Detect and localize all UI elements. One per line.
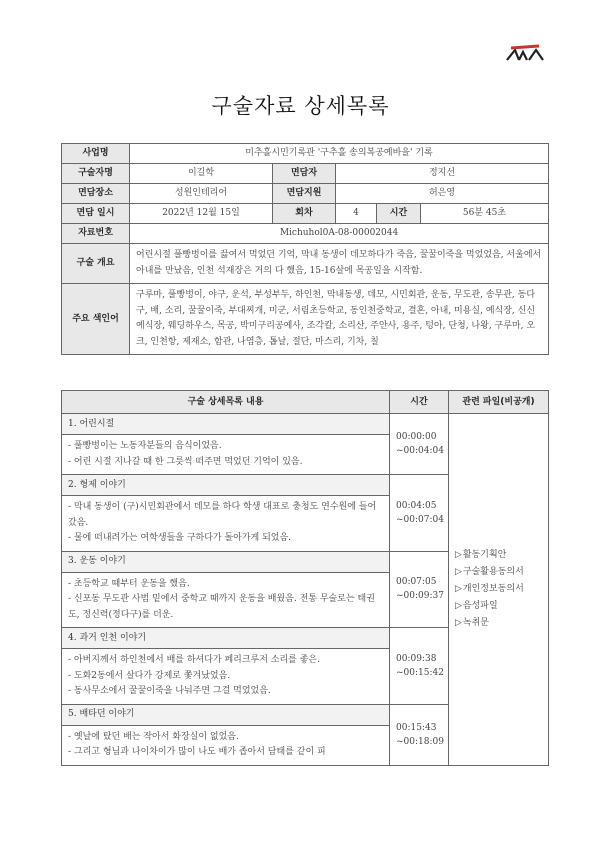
file-label: 활동기획안: [462, 549, 507, 560]
list-item: - 막내 동생이 (구)시민회관에서 데모를 하다 학생 대표로 충청도 연수원에 들어갔음.: [68, 502, 377, 528]
file-item[interactable]: [455, 598, 544, 615]
triangle-icon: ▷: [455, 549, 462, 560]
time-label: 시간: [377, 204, 421, 224]
section-time-end: ~00:09:37: [396, 591, 444, 602]
section-time-end: ~00:04:04: [396, 446, 444, 456]
section-time-start: 00:07:05: [396, 577, 437, 588]
section-time: [390, 628, 449, 705]
list-item: - 도화2동에서 살다가 강제로 쫓겨났었음.: [68, 670, 231, 681]
section-time-start: 00:00:00: [396, 432, 437, 442]
id-label: 자료번호: [62, 224, 130, 244]
section-time: [390, 551, 449, 628]
supporter-value: 허은영: [336, 184, 549, 204]
narrator-value: 이길학: [130, 164, 273, 184]
related-files: [449, 414, 549, 766]
section-title-row: [62, 414, 549, 435]
file-item[interactable]: [455, 581, 544, 598]
session-label: 회차: [273, 204, 336, 224]
summary-label: 구술 개요: [62, 244, 130, 284]
sections-body: [62, 414, 549, 766]
place-label: 면담장소: [62, 184, 130, 204]
project-value: 미추홀시민기록관 '구추홀 송의복공예바을' 기록: [130, 144, 549, 164]
triangle-icon: ▷: [455, 600, 462, 611]
list-item: - 그리고 형님과 나이차이가 많이 나도 배가 좁아서 담태를 같이 피: [68, 747, 326, 757]
section-items: [62, 725, 390, 765]
keywords-label: 주요 색인어: [62, 284, 130, 355]
section-items: [62, 496, 390, 552]
section-time-end: ~00:18:09: [396, 736, 444, 747]
list-item: - 물에 떠내려가는 여학생들을 구하다가 돌아가게 되었음.: [68, 533, 292, 543]
list-header-files: 관련 파일(비공개): [449, 391, 549, 414]
file-item[interactable]: [455, 564, 544, 581]
list-item: - 풀빵벙이는 노동자분들의 음식이었음.: [68, 441, 222, 451]
list-item: - 아버지께서 하인천에서 배를 하셔다가 페리크루저 소리를 좋은.: [68, 655, 320, 665]
section-time: [390, 414, 449, 475]
section-items: [62, 649, 390, 705]
archive-logo: [505, 44, 547, 62]
list-item: - 신포동 무도관 사범 밑에서 중학교 때까지 운동을 배웠음. 전통 무술로는 태권도, 정신력(정다구)를 더운.: [68, 594, 375, 620]
summary-value: 어린시절 풀빵벙이를 끓여서 먹었던 기억, 막내 동생이 데모하다가 죽음, 꿀꿀이죽을 먹었었음, 서울에서 아내를 만났음, 인천 석재장은 거의 다 했음, 15-16살에 목공일을 시작함.: [130, 244, 549, 284]
file-label: 개인정보동의서: [462, 583, 524, 594]
project-label: 사업명: [62, 144, 130, 164]
section-title: 3. 운동 이야기: [62, 551, 390, 572]
section-title: 5. 배타던 이야기: [62, 704, 390, 725]
session-value: 4: [336, 204, 377, 224]
file-item[interactable]: [455, 547, 544, 564]
section-time-end: ~00:07:04: [396, 514, 444, 525]
list-item: - 초등학교 때부터 운동을 했음.: [68, 578, 190, 589]
section-items: [62, 435, 390, 475]
file-label: 음성파일: [462, 600, 498, 611]
file-label: 구술활용동의서: [462, 566, 524, 577]
section-time: [390, 704, 449, 765]
narrator-label: 구술자명: [62, 164, 130, 184]
interviewer-label: 면담자: [273, 164, 336, 184]
section-time-start: 00:15:43: [396, 722, 437, 733]
triangle-icon: ▷: [455, 617, 462, 628]
place-value: 성원인테리어: [130, 184, 273, 204]
triangle-icon: ▷: [455, 583, 462, 594]
section-title: 2. 형제 이야기: [62, 475, 390, 496]
date-value: 2022년 12월 15일: [130, 204, 273, 224]
section-title: 1. 어린시절: [62, 414, 390, 435]
section-time-end: ~00:15:42: [396, 667, 444, 678]
list-header-content: 구술 상세목록 내용: [62, 391, 390, 414]
supporter-label: 면담지원: [273, 184, 336, 204]
date-label: 면담 일시: [62, 204, 130, 224]
list-header-time: 시간: [390, 391, 449, 414]
detail-list-table: [61, 390, 549, 766]
section-title: 4. 과거 인천 이야기: [62, 628, 390, 649]
section-time-start: 00:04:05: [396, 500, 437, 511]
list-item: - 동사무소에서 꿀꿀이죽을 나눠주면 그걸 먹었었음.: [68, 686, 271, 696]
file-item[interactable]: [455, 615, 544, 632]
keywords-value: 구루마, 풀빵벙이, 야구, 운석, 부성부두, 하인천, 막내동생, 데모, 시민회관, 운동, 무도관, 송무관, 동다구, 배, 소리, 꿀꿀이죽, 부대찌개, 미군, 서림초등학교, 동인천중학교, 결혼, 아내, 미용실, 예식장, 신신예식장, 웨딩하우스, 목공, 박미구리공예사, 조각칼, 소리산, 주안사, 용주, 텅아, 단청, 나왕, 구루마, 오크, 인천항, 제재소, 함관, 나염층, 톱날, 절단, 마스리, 기차, 칠: [130, 284, 549, 355]
list-item: - 어린 시절 지나갈 때 한 그릇씩 떠주면 먹었던 기억이 있음.: [68, 456, 303, 467]
id-value: Michuhol0A-08-00002044: [130, 224, 549, 244]
time-value: 56분 45초: [421, 204, 549, 224]
interviewer-value: 정지선: [336, 164, 549, 184]
section-items: [62, 572, 390, 628]
file-label: 녹취문: [462, 617, 490, 628]
info-table: [61, 143, 549, 355]
list-item: - 옛날에 탔던 배는 작아서 화장실이 없었음.: [68, 731, 239, 742]
triangle-icon: ▷: [455, 566, 462, 577]
page-title: 구술자료 상세목록: [211, 94, 390, 118]
section-time-start: 00:09:38: [396, 653, 437, 664]
section-time: [390, 475, 449, 552]
